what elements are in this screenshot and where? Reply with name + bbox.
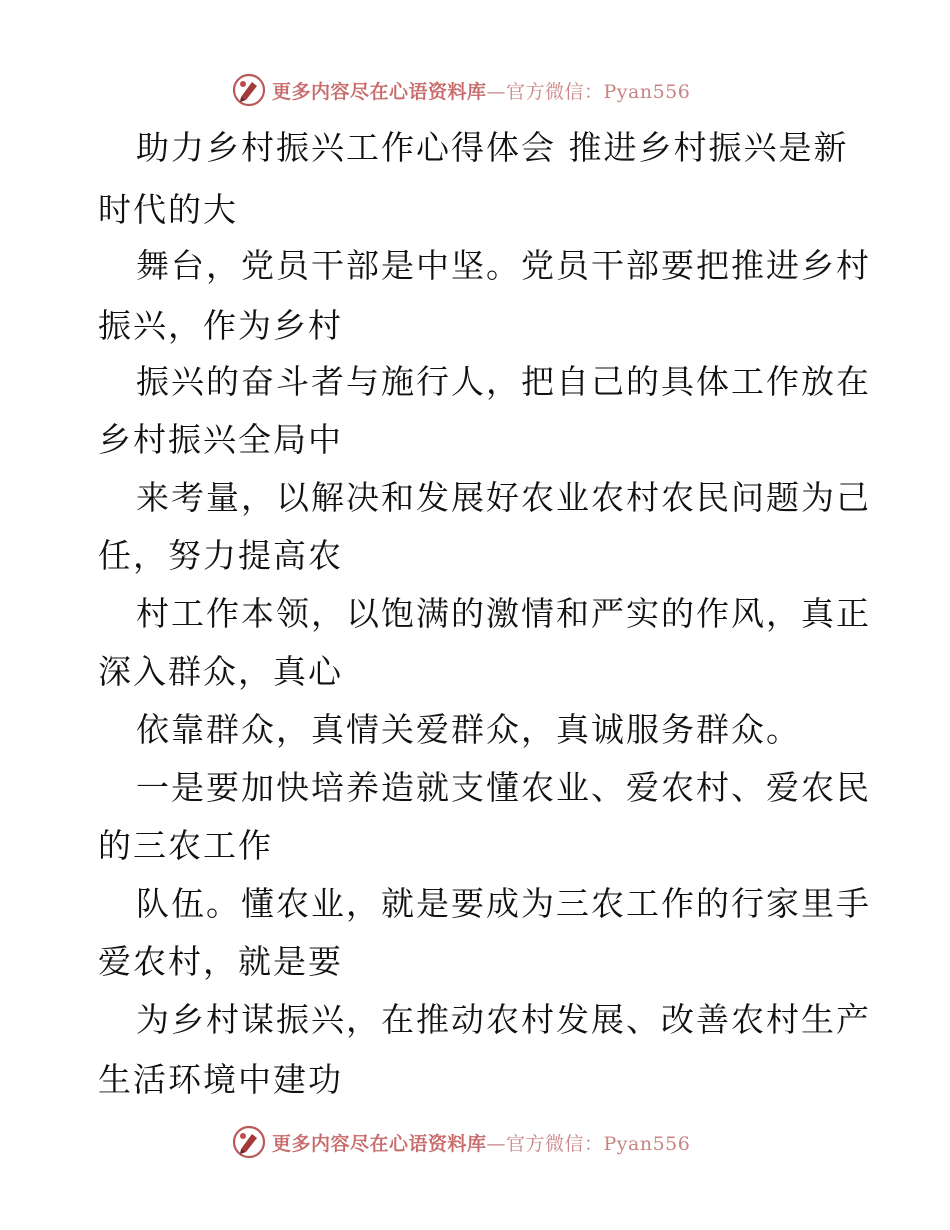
body-line: 爱农村，就是要 xyxy=(98,942,343,981)
footer-banner-main: 更多内容尽在心语资料库 xyxy=(272,1132,487,1155)
body-line: 为乡村谋振兴，在推动农村发展、改善农村生产 xyxy=(136,1000,871,1039)
header-banner-rest: —官方微信：Pyan556 xyxy=(486,80,691,103)
body-line: 深入群众，真心 xyxy=(98,652,343,691)
pen-logo-icon xyxy=(232,73,266,107)
body-line: 依靠群众，真情关爱群众，真诚服务群众。 xyxy=(136,710,801,749)
body-line: 助力乡村振兴工作心得体会 推进乡村振兴是新 xyxy=(136,128,849,167)
body-line: 振兴的奋斗者与施行人，把自己的具体工作放在 xyxy=(136,362,871,401)
body-line: 来考量，以解决和发展好农业农村农民问题为己 xyxy=(136,478,871,517)
body-line: 生活环境中建功 xyxy=(98,1060,343,1099)
pen-logo-icon xyxy=(232,1125,266,1159)
body-line: 队伍。懂农业，就是要成为三农工作的行家里手 xyxy=(136,884,871,923)
body-line: 村工作本领，以饱满的激情和严实的作风，真正 xyxy=(136,594,871,633)
footer-banner-rest: —官方微信：Pyan556 xyxy=(486,1132,691,1155)
document-body xyxy=(98,120,871,1120)
body-line: 任，努力提高农 xyxy=(98,536,343,575)
body-line: 振兴，作为乡村 xyxy=(98,306,343,345)
footer-banner xyxy=(232,1122,752,1162)
body-line: 的三农工作 xyxy=(98,826,273,865)
body-line: 一是要加快培养造就支懂农业、爱农村、爱农民 xyxy=(136,768,871,807)
body-line: 时代的大 xyxy=(98,190,238,229)
header-banner-main: 更多内容尽在心语资料库 xyxy=(272,80,487,103)
body-line: 舞台，党员干部是中坚。党员干部要把推进乡村 xyxy=(136,246,871,285)
body-line: 乡村振兴全局中 xyxy=(98,420,343,459)
header-banner xyxy=(232,70,752,110)
header-banner-text xyxy=(272,77,690,104)
footer-banner-text xyxy=(272,1129,690,1156)
